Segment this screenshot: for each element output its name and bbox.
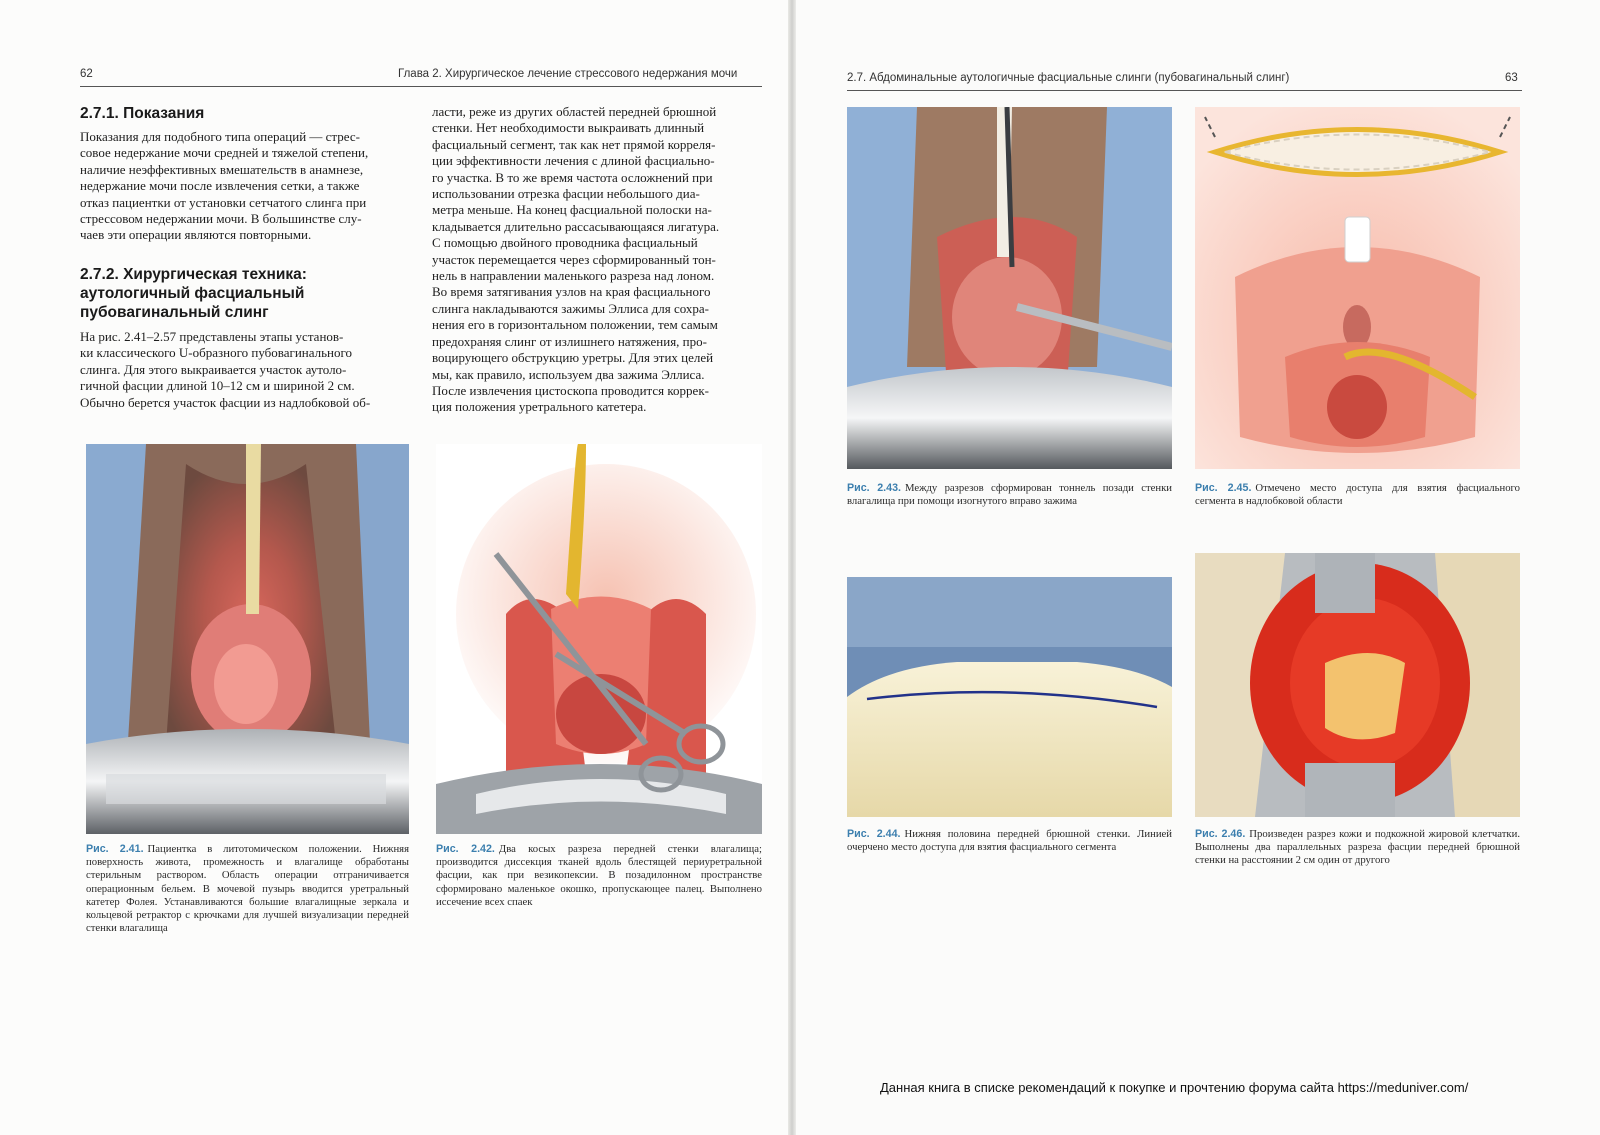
figure-2-43-photo — [847, 107, 1172, 469]
technique-paragraph: На рис. 2.41–2.57 представлены этапы установ- ки классического U-образного пубовагинального слинга. Для этого выкраивается участок аутоло- гичной фасции длиной 10–12 см и шириной 2 см. Обычно берется участок фасции из надлобковой об- — [80, 329, 371, 410]
figure-2-45-illustration — [1195, 107, 1520, 469]
figure-2-43-label: Рис. 2.43. — [847, 482, 901, 494]
figure-2-42-label: Рис. 2.42. — [436, 843, 495, 855]
running-head-right: 2.7. Абдоминальные аутологичные фасциальные слинги (пубовагинальный слинг) — [847, 72, 1290, 84]
footer-notice: Данная книга в списке рекомендаций к покупке и прочтению форума сайта https://meduniver.com/ — [880, 1080, 1469, 1095]
section-title-indications: 2.7.1. Показания — [80, 105, 205, 122]
header-rule-left — [80, 86, 762, 87]
figure-2-41-caption: Рис. 2.41. Пациентка в литотомическом положении. Нижняя поверхность живота, промежность и влагалище обработаны стерильным раствором. Область операции отграничивается операционным бельем. В мочевой пузырь вводится уретральный катетер Фолея. Устанавливаются большие влагалищные зеркала и кольцевой ретрактор с крючками для лучшей визуализации передней стенки влагалища — [86, 843, 409, 935]
header-rule-right — [847, 90, 1522, 91]
figure-2-46-photo — [1195, 553, 1520, 817]
technique-paragraph-continued: ласти, реже из других областей передней брюшной стенки. Нет необходимости выкраивать длинный фасциальный сегмент, так как нет прямой корреля- ции эффективности лечения с длиной фасциально- го участка. В то же время частота осложнений при использовании отрезка фасции небольшого диа- метра меньше. На конец фасциальной полоски на- кладывается длительно рассасывающаяся лигатура. С помощью двойного проводника фасциальный участок перемещается через сформированный тон- нель в направлении маленького разреза над лоном. Во время затягивания узлов на края фасциального слинга накладываются зажимы Эллиса для сохра- нения его в горизонтальном положении, тем самым предохраняя слинг от излишнего натяжения, про- воцирующего обструкцию уретры. Для этих целей мы, как правило, используем два зажима Эллиса. После извлечения цистоскопа проводится коррек- ция положения уретрального катетера. — [432, 104, 720, 415]
page-number-right: 63 — [1505, 72, 1518, 84]
figure-2-44-label: Рис. 2.44. — [847, 828, 901, 840]
figure-2-41-label: Рис. 2.41. — [86, 843, 144, 855]
indications-paragraph: Показания для подобного типа операций — стрес- совое недержание мочи средней и тяжелой степени, наличие неэффективных вмешательств в анамнезе, недержание мочи после извлечения сетки, а также отказ пациентки от установки сетчатого слинга при стрессовом недержании мочи. В большинстве слу- чаев эти операции являются повторными. — [80, 129, 369, 243]
book-gutter — [788, 0, 796, 1135]
figure-2-43-caption: Рис. 2.43. Между разрезов сформирован тоннель позади стенки влагалища при помощи изогнутого вправо зажима — [847, 482, 1172, 508]
figure-2-46-caption: Рис. 2.46. Произведен разрез кожи и подкожной жировой клетчатки. Выполнены два параллельных разреза фасции передней брюшной стенки на расстоянии 2 см один от другого — [1195, 828, 1520, 867]
figure-2-45-label: Рис. 2.45. — [1195, 482, 1252, 494]
figure-2-44-caption: Рис. 2.44. Нижняя половина передней брюшной стенки. Линией очерчено место доступа для взятия фасциального сегмента — [847, 828, 1172, 854]
figure-2-41-photo — [86, 444, 409, 834]
page-number-left: 62 — [80, 68, 93, 80]
figure-2-46-label: Рис. 2.46. — [1195, 828, 1246, 840]
section-title-technique: 2.7.2. Хирургическая техника: аутологичный фасциальный пубовагинальный слинг — [80, 266, 307, 321]
figure-2-45-caption: Рис. 2.45. Отмечено место доступа для взятия фасциального сегмента в надлобковой области — [1195, 482, 1520, 508]
running-head-left: Глава 2. Хирургическое лечение стрессового недержания мочи — [398, 68, 738, 80]
figure-2-44-photo — [847, 577, 1172, 817]
figure-2-42-caption: Рис. 2.42. Два косых разреза передней стенки влагалища; производится диссекция тканей вдоль блестящей периуретральной фасции, как при везикопексии. В позадилонном пространстве сформировано маленькое окошко, пропускающее палец. Выполнено иссечение всех спаек — [436, 843, 762, 908]
figure-2-42-illustration — [436, 444, 762, 834]
